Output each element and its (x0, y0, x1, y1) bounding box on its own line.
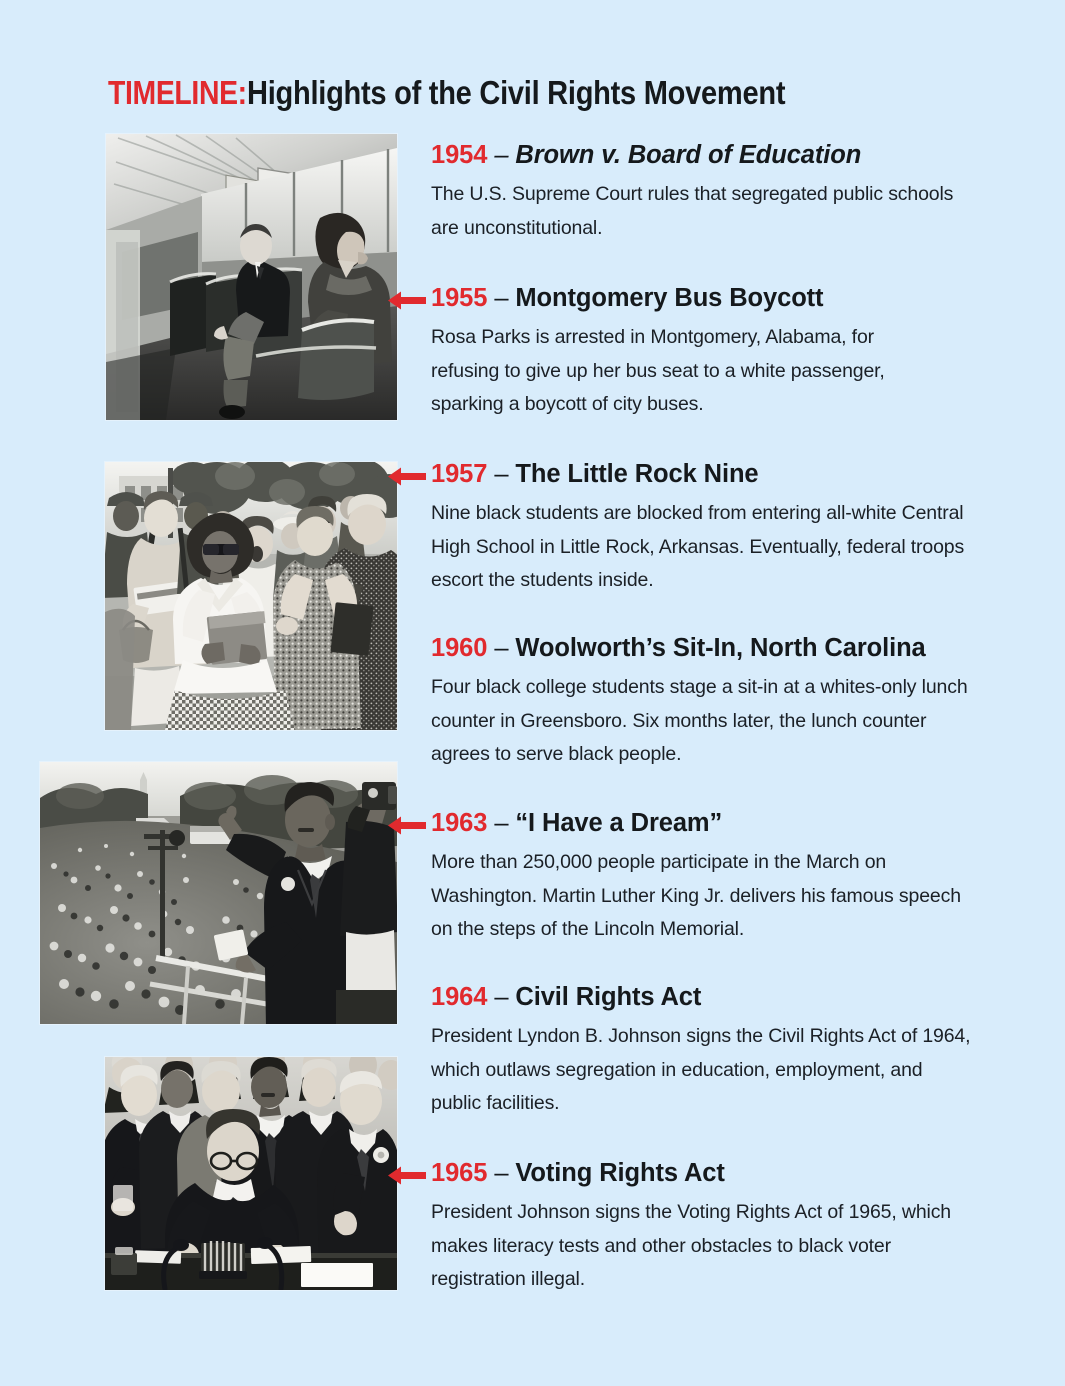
entry-body-1965: President Johnson signs the Voting Rights Act of 1965, which makes literacy tests and other obstacles to black voter registration illegal. (431, 1201, 951, 1291)
left-arrow-icon (388, 291, 426, 310)
entry-body-1954: The U.S. Supreme Court rules that segregated public schools are unconstitutional. (431, 183, 954, 239)
entry-title-1957: The Little Rock Nine (515, 460, 759, 488)
timeline-entry-1957 (431, 460, 1031, 598)
timeline-entry-1960 (431, 634, 1031, 772)
entry-body-1955: Rosa Parks is arrested in Montgomery, Alabama, for refusing to give up her bus seat to a white passenger, sparking a boycott of city buses. (431, 326, 885, 416)
entry-title-1963: “I Have a Dream” (515, 809, 723, 837)
entry-title-1955: Montgomery Bus Boycott (515, 284, 824, 312)
entry-dash-1963: – (487, 809, 516, 837)
entry-dash-1960: – (487, 634, 516, 662)
little-rock-nine-photo (105, 462, 397, 730)
entry-body-1960: Four black college students stage a sit-in at a whites-only lunch counter in Greensboro. Six months later, the lunch counter agrees to serve black people. (431, 676, 968, 766)
entry-body-1964: President Lyndon B. Johnson signs the Civil Rights Act of 1964, which outlaws segregation in education, employment, and public facilities. (431, 1025, 971, 1115)
entry-title-1954: Brown v. Board of Education (515, 141, 862, 169)
entry-dash-1955: – (487, 284, 516, 312)
entry-dash-1964: – (487, 983, 516, 1011)
title-kicker: TIMELINE: (108, 74, 247, 111)
entry-body-1963: More than 250,000 people participate in the March on Washington. Martin Luther King Jr. delivers his famous speech on the steps of the Lincoln Memorial. (431, 851, 961, 941)
timeline-entry-1955 (431, 284, 1031, 422)
timeline-entry-1963 (431, 809, 1031, 947)
entry-year-1965: 1965 (431, 1159, 488, 1187)
entry-title-1964: Civil Rights Act (515, 983, 702, 1011)
entry-heading-1954 (431, 141, 1031, 169)
entry-body-1957: Nine black students are blocked from entering all-white Central High School in Little Rock, Arkansas. Eventually, federal troops escort the students inside. (431, 502, 965, 592)
entry-heading-1957 (431, 460, 1031, 488)
entry-dash-1965: – (487, 1159, 516, 1187)
march-on-washington-photo (40, 762, 397, 1024)
entry-dash-1954: – (487, 141, 516, 169)
entry-heading-1963 (431, 809, 1031, 837)
timeline-entry-1965 (431, 1159, 1031, 1297)
rosa-parks-bus-photo (106, 134, 397, 420)
timeline-entry-1954 (431, 141, 1031, 245)
page-title (108, 74, 1008, 112)
left-arrow-icon (388, 1166, 426, 1185)
timeline-entry-1964 (431, 983, 1031, 1121)
entry-year-1963: 1963 (431, 809, 488, 837)
entry-heading-1960 (431, 634, 1031, 662)
voting-rights-act-signing-photo (105, 1057, 397, 1290)
entry-heading-1955 (431, 284, 1031, 312)
entry-title-1965: Voting Rights Act (515, 1159, 725, 1187)
entry-year-1955: 1955 (431, 284, 488, 312)
entry-year-1960: 1960 (431, 634, 488, 662)
entry-year-1954: 1954 (431, 141, 488, 169)
entry-year-1964: 1964 (431, 983, 488, 1011)
left-arrow-icon (388, 816, 426, 835)
left-arrow-icon (388, 467, 426, 486)
entry-title-1960: Woolworth’s Sit-In, North Carolina (515, 634, 926, 662)
entry-heading-1965 (431, 1159, 1031, 1187)
entry-heading-1964 (431, 983, 1031, 1011)
entry-dash-1957: – (487, 460, 516, 488)
entry-year-1957: 1957 (431, 460, 488, 488)
title-main: Highlights of the Civil Rights Movement (247, 74, 786, 111)
